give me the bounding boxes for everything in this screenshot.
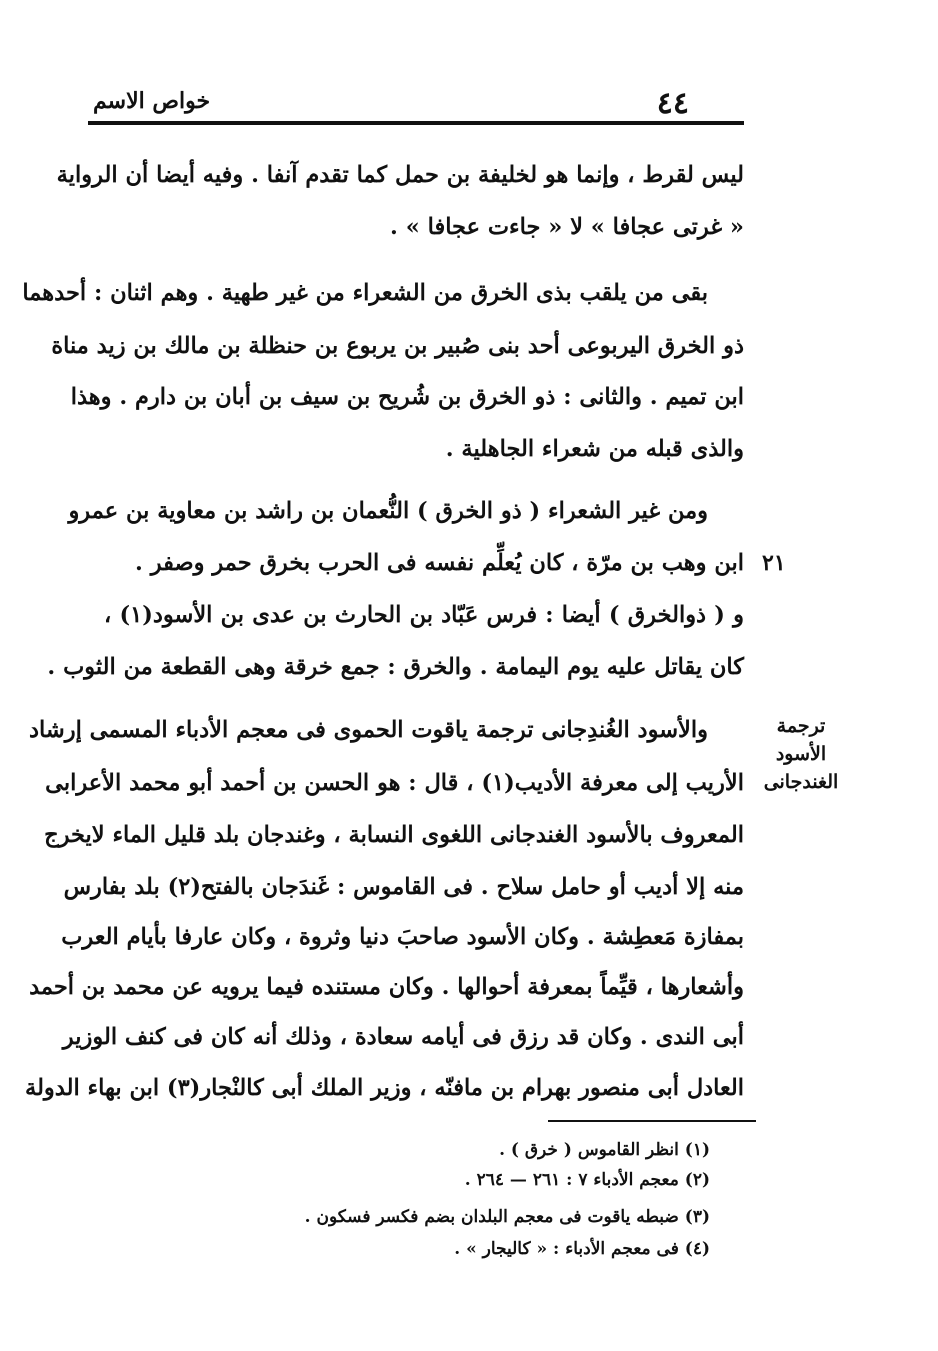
- side-note-line: الغندجانى: [763, 771, 839, 793]
- footnote: (٢) معجم الأدباء ٧ : ٢٦١ — ٢٦٤ .: [464, 1170, 710, 1190]
- margin-line-number: ٢١: [762, 550, 786, 576]
- text-line: العادل أبى منصور بهرام بن مافنّه ، وزير الملك أبى كالنْجار(٣) ابن بهاء الدولة: [25, 1075, 744, 1101]
- text-line: ذو الخرق اليربوعى أحد بنى صُبير بن يربوع بن حنظلة بن مالك بن زيد مناة: [51, 333, 744, 359]
- text-line: الأريب إلى معرفة الأديب(١) ، قال : هو الحسن بن أحمد أبو محمد الأعرابى: [45, 770, 744, 796]
- text-line: ليس لقرط ، وإنما هو لخليفة بن حمل كما تقدم آنفا . وفيه أيضا أن الرواية: [56, 162, 744, 188]
- text-line: بقى من يلقب بذى الخرق من الشعراء من غير طهية . وهم اثنان : أحدهما: [22, 280, 708, 306]
- side-note-line: ترجمة الأسود: [775, 715, 827, 765]
- text-line: كان يقاتل عليه يوم اليمامة . والخرق : جمع خرقة وهى القطعة من الثوب .: [47, 654, 744, 680]
- page-header: [88, 82, 744, 122]
- text-line: ابن وهب بن مرّة ، كان يُعلِّم نفسه فى الحرب بخرق حمر وصفر .: [135, 550, 744, 576]
- footnote: (٤) فى معجم الأدباء : « كاليجار » .: [454, 1239, 710, 1259]
- running-title: خواص الاسم: [93, 88, 211, 114]
- text-line: أبى الندى . وكان قد رزق فى أيامه سعادة ، وذلك أنه كان فى كنف الوزير: [62, 1024, 744, 1050]
- text-line: وأشعارها ، قيِّماً بمعرفة أحوالها . وكان مستنده فيما يرويه عن محمد بن أحمد: [29, 974, 744, 1000]
- footnote-rule: [548, 1120, 756, 1122]
- text-line: منه إلا أديب أو حامل سلاح . فى القاموس : غَندَجان بالفتح(٢) بلد بفارس: [63, 874, 744, 900]
- text-line: ابن تميم . والثانى : ذو الخرق بن شُريح بن سيف بن أبان بن دارم . وهذا: [70, 384, 744, 410]
- header-rule: [88, 121, 744, 125]
- text-line: ومن غير الشعراء ( ذو الخرق ) النُّعمان بن راشد بن معاوية بن عمرو: [68, 498, 708, 524]
- text-line: « غرتى عجافا » لا « جاءت عجافا » .: [390, 214, 744, 240]
- text-line: والأسود الغُندِجانى ترجمة ياقوت الحموى فى معجم الأدباء المسمى إرشاد: [29, 717, 708, 743]
- text-line: المعروف بالأسود الغندجانى اللغوى النسابة ، وغندجان بلد قليل الماء لايخرج: [44, 822, 744, 848]
- text-line: والذى قبله من شعراء الجاهلية .: [445, 436, 744, 462]
- text-line: و ( ذوالخرق ) أيضا : فرس عَبّاد بن الحارث بن عدى بن الأسود(١) ،: [104, 602, 744, 628]
- footnote: (٣) ضبطه ياقوت فى معجم البلدان بضم فكسر فسكون .: [304, 1207, 710, 1227]
- page-number: ٤٤: [656, 86, 689, 121]
- text-line: بمفازة مَعطِشة . وكان الأسود صاحبَ دنيا وثروة ، وكان عارفا بأيام العرب: [61, 924, 744, 950]
- footnote: (١) انظر القاموس ( خرق ) .: [499, 1140, 710, 1160]
- side-note-heading: [752, 712, 850, 796]
